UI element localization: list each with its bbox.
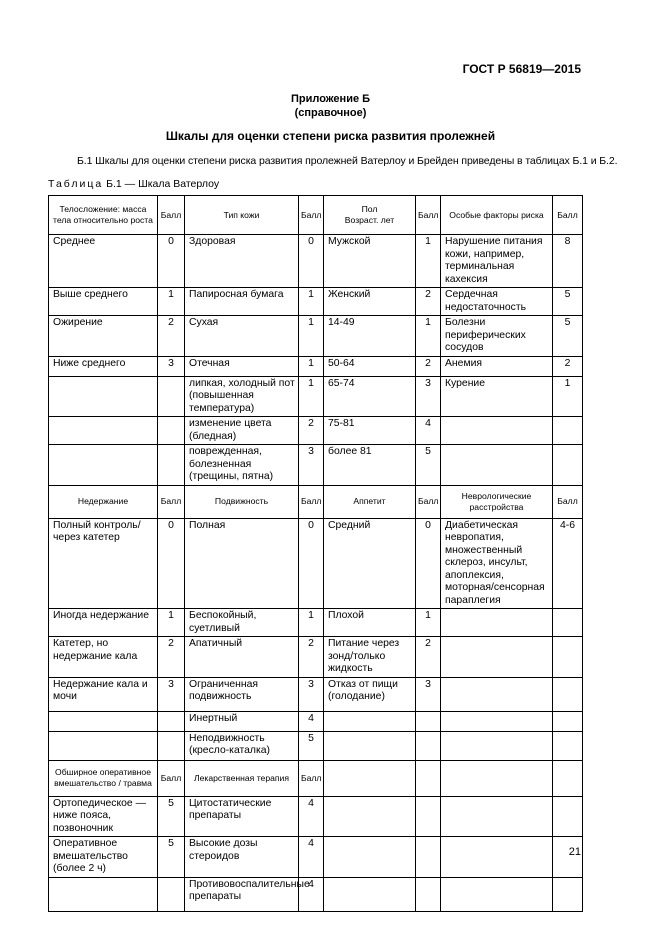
table-caption bbox=[48, 178, 219, 190]
factor-cell bbox=[49, 731, 158, 760]
score-cell: 1 bbox=[299, 376, 324, 417]
header-cell: Особые факторы риска bbox=[441, 196, 553, 235]
score-cell: 0 bbox=[158, 518, 185, 609]
table-caption-prefix: Таблица bbox=[48, 178, 104, 190]
header-cell: Балл bbox=[553, 485, 583, 518]
table-row bbox=[49, 796, 583, 837]
table-row bbox=[49, 677, 583, 711]
table-row bbox=[49, 518, 583, 609]
factor-cell bbox=[441, 445, 553, 486]
score-cell: 1 bbox=[416, 235, 441, 288]
score-cell bbox=[416, 877, 441, 911]
table-row bbox=[49, 837, 583, 878]
header-cell bbox=[416, 760, 441, 796]
factor-cell bbox=[441, 877, 553, 911]
header-cell: Лекарственная терапия bbox=[185, 760, 299, 796]
score-cell: 0 bbox=[299, 518, 324, 609]
factor-cell: Ограниченная подвижность bbox=[185, 677, 299, 711]
factor-cell bbox=[324, 731, 416, 760]
score-cell: 2 bbox=[416, 288, 441, 316]
table-row bbox=[49, 637, 583, 678]
factor-cell bbox=[49, 376, 158, 417]
factor-cell: Сухая bbox=[185, 316, 299, 357]
section-title: Шкалы для оценки степени риска развития пролежней bbox=[165, 129, 496, 143]
score-cell: 5 bbox=[158, 837, 185, 878]
score-cell: 2 bbox=[299, 417, 324, 445]
score-cell: 4 bbox=[299, 796, 324, 837]
header-cell: Недержание bbox=[49, 485, 158, 518]
factor-cell: Катетер, но недержание кала bbox=[49, 637, 158, 678]
factor-cell: Отказ от пищи (голодание) bbox=[324, 677, 416, 711]
score-cell: 3 bbox=[416, 376, 441, 417]
factor-cell: Высокие дозы стероидов bbox=[185, 837, 299, 878]
factor-cell bbox=[49, 417, 158, 445]
table-row bbox=[49, 288, 583, 316]
annex-subtitle: (справочное) bbox=[294, 107, 367, 119]
header-cell: Балл bbox=[299, 196, 324, 235]
score-cell: 2 bbox=[299, 637, 324, 678]
score-cell: 1 bbox=[416, 316, 441, 357]
factor-cell bbox=[441, 837, 553, 878]
factor-cell bbox=[441, 637, 553, 678]
table-row bbox=[49, 356, 583, 376]
factor-cell: Ниже среднего bbox=[49, 356, 158, 376]
score-cell bbox=[553, 609, 583, 637]
factor-cell bbox=[441, 711, 553, 731]
score-cell bbox=[553, 417, 583, 445]
table-row bbox=[49, 609, 583, 637]
score-cell: 4 bbox=[299, 711, 324, 731]
factor-cell bbox=[441, 417, 553, 445]
header-cell: Балл bbox=[158, 485, 185, 518]
header-cell: Балл bbox=[416, 485, 441, 518]
header-cell: Обширное оперативное вмешательство / травма bbox=[49, 760, 158, 796]
score-cell: 5 bbox=[553, 288, 583, 316]
score-cell: 4 bbox=[416, 417, 441, 445]
score-cell: 1 bbox=[416, 609, 441, 637]
score-cell bbox=[553, 731, 583, 760]
factor-cell bbox=[324, 796, 416, 837]
score-cell: 2 bbox=[158, 637, 185, 678]
score-cell bbox=[158, 417, 185, 445]
factor-cell: Средний bbox=[324, 518, 416, 609]
header-cell: Балл bbox=[158, 196, 185, 235]
table-row bbox=[49, 731, 583, 760]
score-cell bbox=[416, 796, 441, 837]
intro-paragraph: Б.1 Шкалы для оценки степени риска развития пролежней Ватерлоу и Брейден приведены в таблицах Б.1 и Б.2. bbox=[77, 155, 618, 167]
score-cell: 1 bbox=[299, 288, 324, 316]
score-cell: 0 bbox=[299, 235, 324, 288]
score-cell: 5 bbox=[416, 445, 441, 486]
annex-title: Приложение Б bbox=[290, 93, 371, 105]
score-cell: 8 bbox=[553, 235, 583, 288]
header-cell bbox=[553, 760, 583, 796]
factor-cell: Апатичный bbox=[185, 637, 299, 678]
table-header-row bbox=[49, 196, 583, 235]
score-cell: 2 bbox=[553, 356, 583, 376]
score-cell bbox=[158, 376, 185, 417]
factor-cell: Отечная bbox=[185, 356, 299, 376]
factor-cell bbox=[441, 731, 553, 760]
score-cell bbox=[158, 877, 185, 911]
score-cell bbox=[416, 711, 441, 731]
factor-cell: Полная bbox=[185, 518, 299, 609]
score-cell: 5 bbox=[299, 731, 324, 760]
factor-cell: поврежденная, болезненная (трещины, пятна) bbox=[185, 445, 299, 486]
score-cell: 1 bbox=[553, 376, 583, 417]
score-cell: 5 bbox=[553, 316, 583, 357]
score-cell: 4 bbox=[299, 837, 324, 878]
factor-cell: Анемия bbox=[441, 356, 553, 376]
factor-cell: Нарушение питания кожи, например, терминальная кахексия bbox=[441, 235, 553, 288]
score-cell: 1 bbox=[158, 288, 185, 316]
waterlow-table bbox=[48, 195, 583, 912]
factor-cell: Здоровая bbox=[185, 235, 299, 288]
factor-cell: Полный контроль/через катетер bbox=[49, 518, 158, 609]
header-cell: Тип кожи bbox=[185, 196, 299, 235]
table-row bbox=[49, 877, 583, 911]
factor-cell: Плохой bbox=[324, 609, 416, 637]
factor-cell: Инертный bbox=[185, 711, 299, 731]
factor-cell: Противовоспалительные препараты bbox=[185, 877, 299, 911]
header-cell: Балл bbox=[158, 760, 185, 796]
factor-cell: липкая, холодный пот (повышенная температура) bbox=[185, 376, 299, 417]
factor-cell bbox=[324, 877, 416, 911]
score-cell bbox=[158, 711, 185, 731]
table-row bbox=[49, 235, 583, 288]
score-cell bbox=[158, 445, 185, 486]
table-row bbox=[49, 376, 583, 417]
factor-cell: Сердечная недостаточность bbox=[441, 288, 553, 316]
score-cell bbox=[416, 837, 441, 878]
score-cell: 0 bbox=[416, 518, 441, 609]
factor-cell: Мужской bbox=[324, 235, 416, 288]
score-cell: 3 bbox=[158, 677, 185, 711]
header-cell: Балл bbox=[553, 196, 583, 235]
factor-cell: Цитостатические препараты bbox=[185, 796, 299, 837]
score-cell bbox=[553, 796, 583, 837]
score-cell: 5 bbox=[158, 796, 185, 837]
table-row bbox=[49, 445, 583, 486]
score-cell bbox=[553, 677, 583, 711]
factor-cell: Иногда недержание bbox=[49, 609, 158, 637]
header-cell: Аппетит bbox=[324, 485, 416, 518]
score-cell: 1 bbox=[299, 609, 324, 637]
score-cell: 4-6 bbox=[553, 518, 583, 609]
score-cell: 2 bbox=[416, 637, 441, 678]
score-cell bbox=[553, 637, 583, 678]
header-cell: Неврологические расстройства bbox=[441, 485, 553, 518]
factor-cell: Неподвижность (кресло-каталка) bbox=[185, 731, 299, 760]
factor-cell: Ортопедическое — ниже пояса, позвоночник bbox=[49, 796, 158, 837]
factor-cell bbox=[49, 445, 158, 486]
factor-cell bbox=[441, 609, 553, 637]
factor-cell: изменение цвета (бледная) bbox=[185, 417, 299, 445]
score-cell: 2 bbox=[158, 316, 185, 357]
factor-cell: Диабетическая невропатия, множественный склероз, инсульт, апоплексия, моторная/сенсорная параплегия bbox=[441, 518, 553, 609]
document-code: ГОСТ Р 56819—2015 bbox=[462, 62, 581, 76]
page-number: 21 bbox=[568, 846, 581, 858]
factor-cell bbox=[49, 877, 158, 911]
score-cell: 2 bbox=[416, 356, 441, 376]
score-cell: 4 bbox=[299, 877, 324, 911]
factor-cell: Папиросная бумага bbox=[185, 288, 299, 316]
annex-heading bbox=[0, 92, 661, 120]
score-cell bbox=[553, 877, 583, 911]
factor-cell: Среднее bbox=[49, 235, 158, 288]
factor-cell: Питание через зонд/только жидкость bbox=[324, 637, 416, 678]
factor-cell: Выше среднего bbox=[49, 288, 158, 316]
header-cell: Пол Возраст. лет bbox=[324, 196, 416, 235]
factor-cell: Курение bbox=[441, 376, 553, 417]
table-header-row bbox=[49, 760, 583, 796]
table-row bbox=[49, 711, 583, 731]
score-cell: 3 bbox=[416, 677, 441, 711]
factor-cell bbox=[324, 837, 416, 878]
factor-cell: 65-74 bbox=[324, 376, 416, 417]
factor-cell: Беспокойный, суетливый bbox=[185, 609, 299, 637]
factor-cell: 75-81 bbox=[324, 417, 416, 445]
score-cell: 3 bbox=[299, 445, 324, 486]
score-cell: 0 bbox=[158, 235, 185, 288]
table-row bbox=[49, 417, 583, 445]
header-cell: Балл bbox=[299, 760, 324, 796]
factor-cell: Женский bbox=[324, 288, 416, 316]
factor-cell: 50-64 bbox=[324, 356, 416, 376]
score-cell: 1 bbox=[158, 609, 185, 637]
factor-cell bbox=[49, 711, 158, 731]
header-cell bbox=[441, 760, 553, 796]
factor-cell bbox=[324, 711, 416, 731]
score-cell bbox=[553, 445, 583, 486]
header-cell: Телосложение: масса тела относительно роста bbox=[49, 196, 158, 235]
score-cell: 3 bbox=[158, 356, 185, 376]
factor-cell bbox=[441, 677, 553, 711]
score-cell: 3 bbox=[299, 677, 324, 711]
factor-cell: Болезни периферических сосудов bbox=[441, 316, 553, 357]
header-cell bbox=[324, 760, 416, 796]
score-cell: 1 bbox=[299, 356, 324, 376]
factor-cell: Ожирение bbox=[49, 316, 158, 357]
table-header-row bbox=[49, 485, 583, 518]
factor-cell: Недержание кала и мочи bbox=[49, 677, 158, 711]
factor-cell: Оперативное вмешательство (более 2 ч) bbox=[49, 837, 158, 878]
score-cell: 1 bbox=[299, 316, 324, 357]
table-caption-text: Б.1 — Шкала Ватерлоу bbox=[103, 178, 220, 190]
header-cell: Балл bbox=[299, 485, 324, 518]
factor-cell: 14-49 bbox=[324, 316, 416, 357]
score-cell bbox=[158, 731, 185, 760]
factor-cell: более 81 bbox=[324, 445, 416, 486]
score-cell bbox=[553, 711, 583, 731]
header-cell: Балл bbox=[416, 196, 441, 235]
score-cell bbox=[416, 731, 441, 760]
header-cell: Подвижность bbox=[185, 485, 299, 518]
factor-cell bbox=[441, 796, 553, 837]
table-row bbox=[49, 316, 583, 357]
